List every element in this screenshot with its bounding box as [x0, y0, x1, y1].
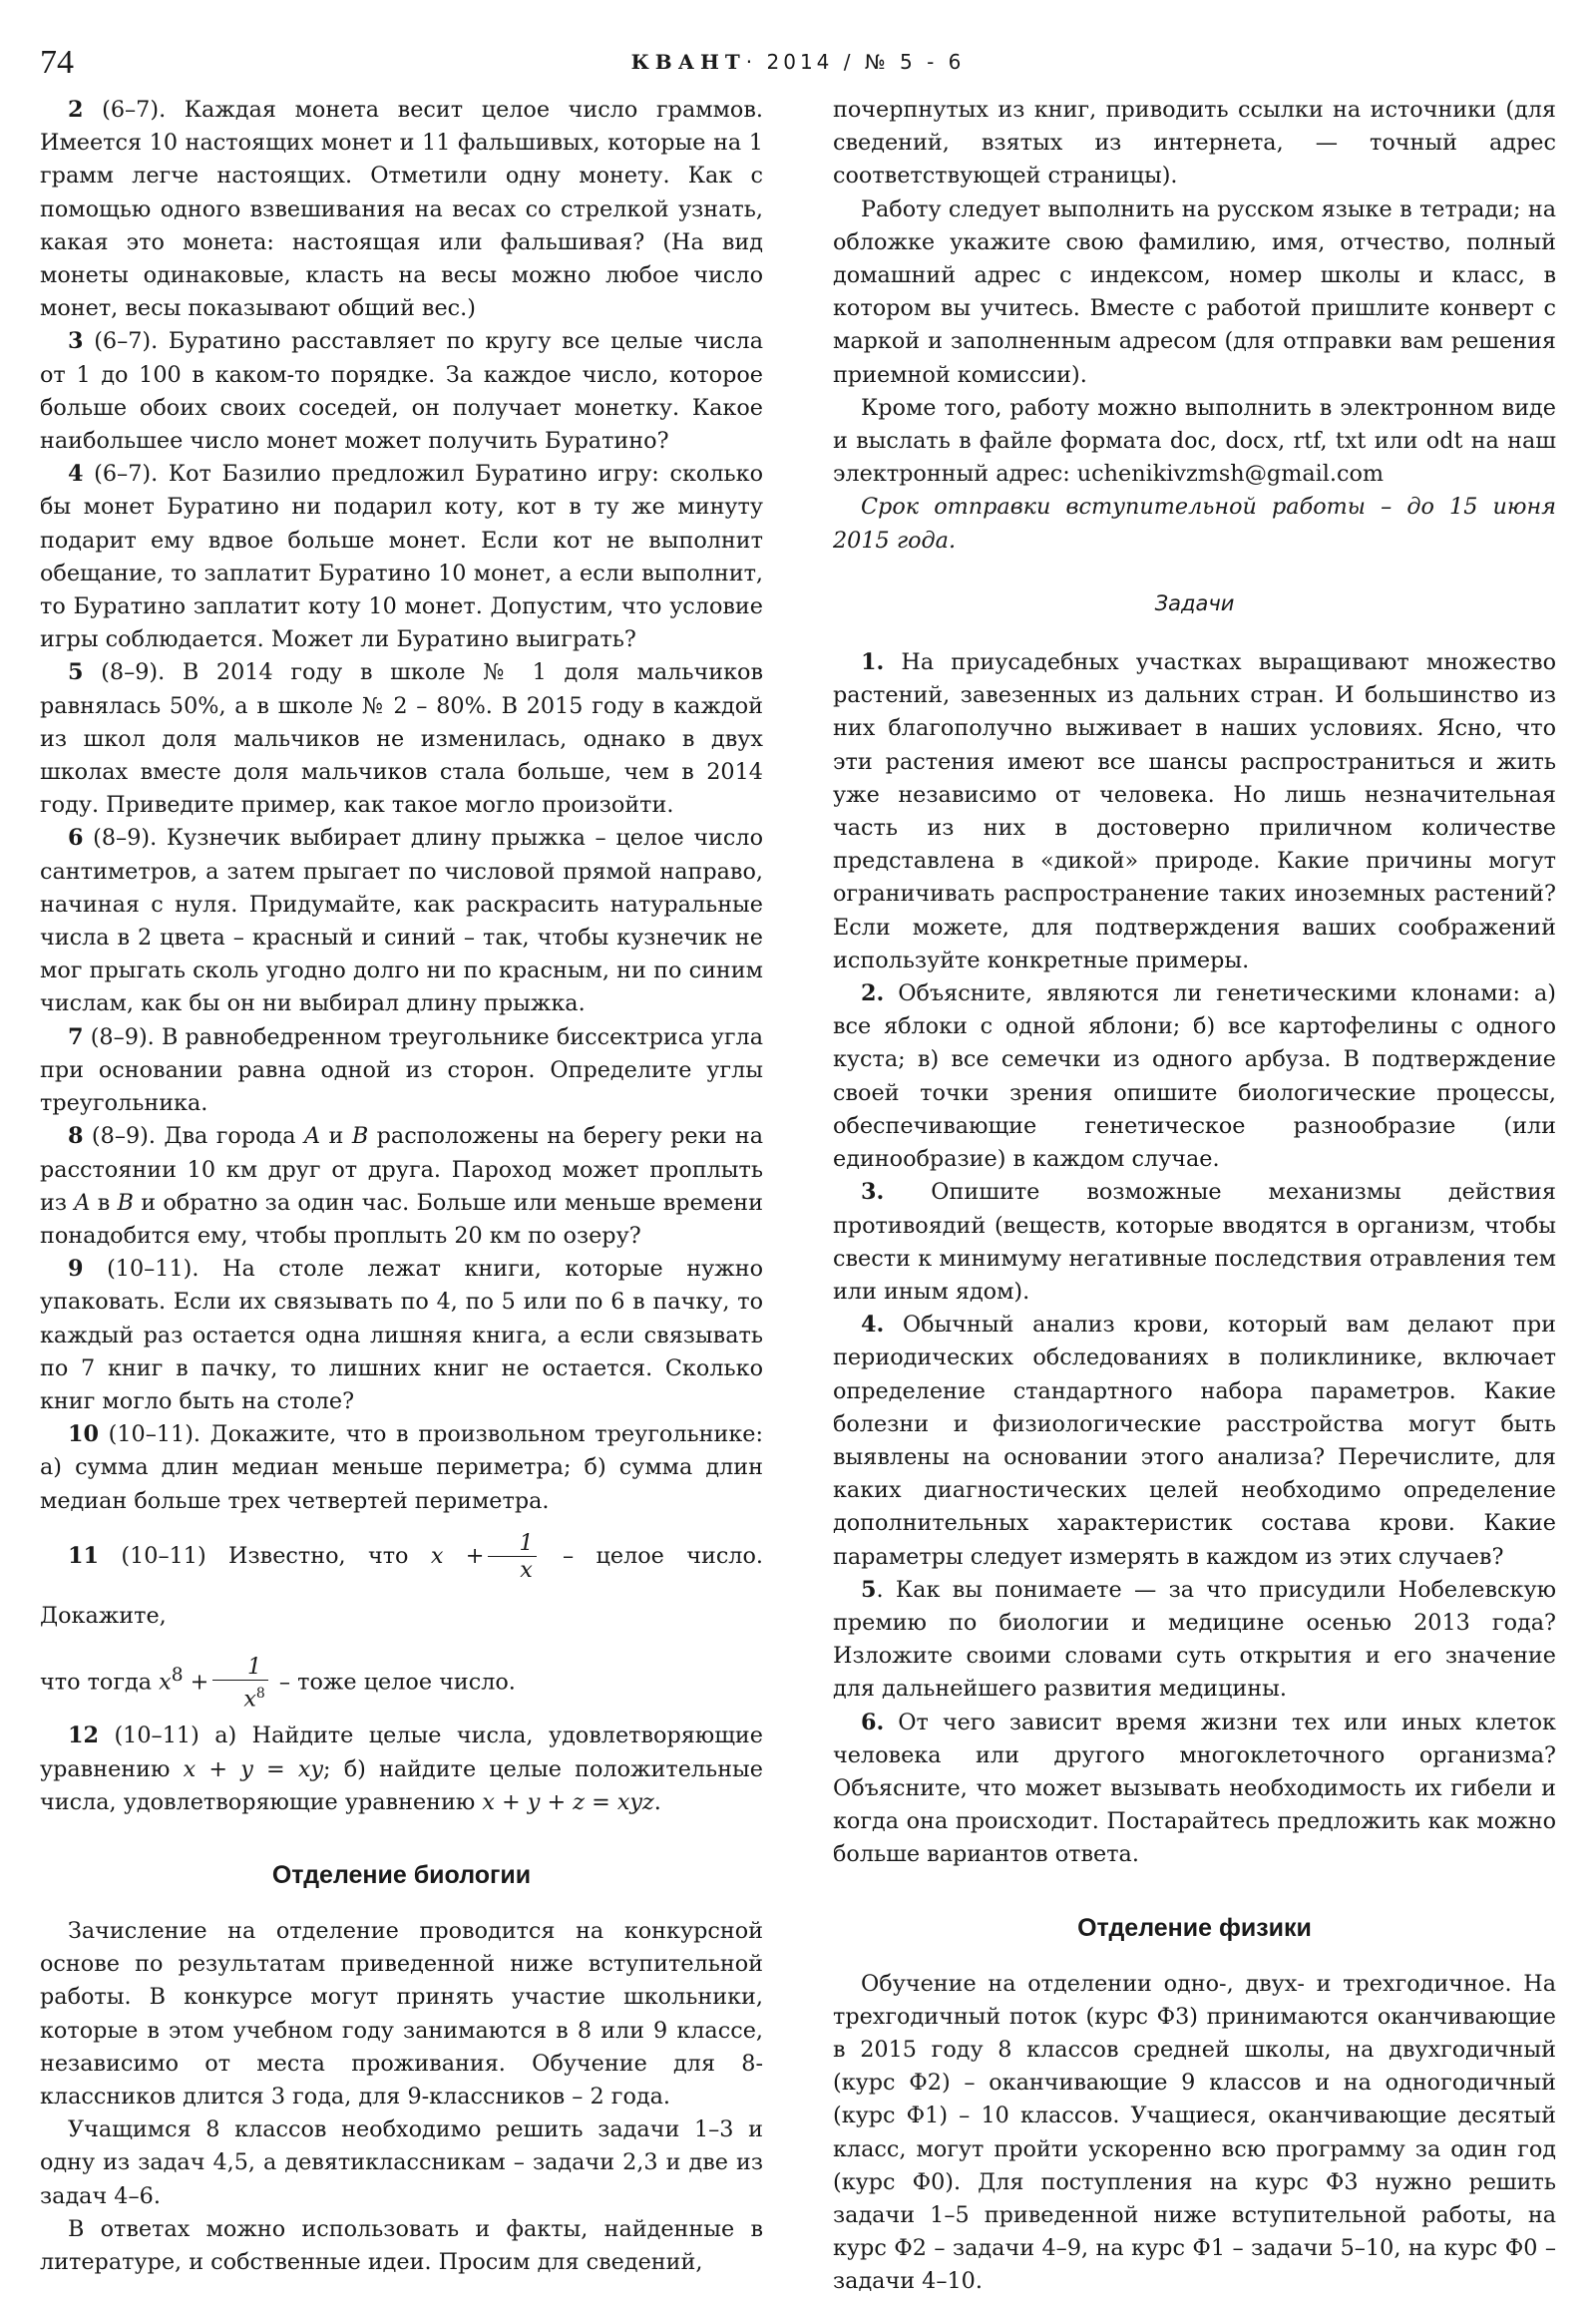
problem-12 — [40, 1720, 763, 1819]
physics-paragraph: Обучение на отделении одно-, двух- и трехгодичное. На трехгодичный поток (курс Ф3) принимаются оканчивающие в 2015 году 8 классов средней школы, на двухгодичный (курс Ф2) – оканчивающие 9 классов и на одногодичный (курс Ф1) – 10 классов. Учащиеся, оканчивающие десятый класс, могут пройти ускоренно всю программу за один год (курс Ф0). Для поступления на курс Ф3 нужно решить задачи 1–5 приведенной ниже вступительной работы, на курс Ф2 – задачи 4–9, на курс Ф1 – задачи 5–10, на курс Ф0 – задачи 4–10. — [833, 1970, 1556, 2295]
problem-10 — [40, 1418, 763, 1518]
task-number: 2. — [861, 980, 885, 1007]
fraction-denominator: x — [520, 1557, 533, 1584]
problem-text: расположены на берегу реки на расстоянии 10 км друг от друга. Пароход может проплыть из — [40, 1123, 763, 1216]
right-column — [833, 94, 1556, 2299]
problem-2 — [40, 94, 763, 325]
problem-text: – тоже целое число. — [271, 1669, 516, 1696]
problem-number: 8 — [68, 1123, 84, 1150]
tasks-subheading: Задачи — [1154, 590, 1235, 615]
bio-task-1 — [833, 646, 1556, 977]
problem-text: (10–11) а) Найдите целые числа, удовлетворяющие уравнению — [40, 1723, 763, 1782]
biology-paragraph: Учащимся 8 классов необходимо решить задачи 1–3 и одну из задач 4,5, а девятиклассникам – задачи 2,3 и две из задач 4–6. — [40, 2116, 763, 2209]
fraction-numerator: 1 — [488, 1530, 536, 1557]
bio-task-5 — [833, 1574, 1556, 1707]
task-text: От чего зависит время жизни тех или иных клеток человека или другого многоклеточного организма? Объясните, что может вызывать необходимость их гибели и когда она происходит. Постарайтесь предложить как можно больше вариантов ответа. — [833, 1709, 1556, 1868]
math-var: B — [117, 1189, 134, 1216]
problem-text: и обратно за один час. Больше или меньше времени понадобится ему, чтобы проплыть 20 км по озеру? — [40, 1189, 763, 1249]
problem-3 — [40, 325, 763, 458]
issue-label: · 2014 / № 5 - 6 — [745, 50, 966, 74]
problem-8 — [40, 1120, 763, 1253]
problem-text: (8–9). Два города — [83, 1123, 304, 1150]
problem-text: и — [320, 1123, 352, 1150]
math-exponent: 8 — [255, 1685, 265, 1702]
problem-text: (6–7). Каждая монета весит целое число граммов. Имеется 10 настоящих монет и 11 фальшивых, которые на 1 грамм легче настоящих. Отметили одну монету. Как с помощью одного взвешивания на весах со стрелкой узнать, какая это монета: настоящая или фальшивая? (На вид монеты одинаковые, класть на весы можно любое число монет, весы показывают общий вес.) — [40, 97, 763, 322]
problem-5 — [40, 656, 763, 822]
problem-text: – целое число. Докажите, — [40, 1542, 763, 1629]
math-var: A — [304, 1123, 321, 1150]
math-equation: x + y = xy — [183, 1755, 324, 1782]
math-var: x — [243, 1686, 256, 1713]
task-number: 6. — [861, 1709, 885, 1735]
problem-6 — [40, 822, 763, 1020]
math-var: B — [351, 1123, 369, 1150]
bio-task-2 — [833, 977, 1556, 1176]
problem-number: 9 — [68, 1256, 84, 1283]
math-var: A — [74, 1189, 91, 1216]
instructions-paragraph: Работу следует выполнить на русском языке в тетради; на обложке укажите свою фамилию, имя, отчество, полный домашний адрес с индексом, номер школы и класс, в котором вы учитесь. Вместе с работой пришлите конверт с маркой и заполненным адресом (для отправки вам решения приемной комиссии). — [833, 195, 1556, 388]
task-text: Обычный анализ крови, который вам делают при периодических обследованиях в поликлинике, включает определение стандартного набора параметров. Какие болезни и физиологические расстройства могут быть выявлены на основании этого анализа? Перечислите, для каких диагностических целей необходимо определение дополнительных характеристик состава крови. Какие параметры следует измерять в каждом из этих случаев? — [833, 1312, 1556, 1570]
problem-text: (10–11) Известно, что — [99, 1542, 431, 1569]
problem-number: 6 — [68, 825, 84, 852]
math-var: x — [159, 1669, 172, 1696]
problem-number: 2 — [68, 97, 84, 123]
bio-task-4 — [833, 1309, 1556, 1574]
problem-text: . — [653, 1788, 661, 1815]
left-column — [40, 94, 763, 2279]
page-header — [40, 40, 1556, 96]
bio-task-6 — [833, 1707, 1556, 1872]
problem-number: 7 — [68, 1023, 84, 1050]
problem-text: (8–9). В 2014 году в школе № 1 доля мальчиков равнялась 50%, а в школе № 2 – 80%. В 2015 году в каждой из школ доля мальчиков не изменилась, однако в двух школах вместе доля мальчиков стала больше, чем в 2014 году. Приведите пример, как такое могло произойти. — [40, 659, 763, 819]
problem-text: (8–9). В равнобедренном треугольнике биссектриса угла при основании равна одной из сторон. Определите углы треугольника. — [40, 1023, 763, 1117]
problem-number: 12 — [68, 1723, 100, 1749]
math-expression: x + — [430, 1542, 485, 1569]
task-text: На приусадебных участках выращивают множество растений, завезенных из дальних стран. И большинство из них благополучно выживает в наших условиях. Ясно, что эти растения имеют все шансы распространиться и жить уже независимо от человека. Но лишь незначительная часть из них в достоверно приличном количестве представлена в «дикой» природе. Какие причины могут ограничивать распространение таких иноземных растений? Если можете, для подтверждения ваших соображений используйте конкретные примеры. — [833, 649, 1556, 973]
fraction-numerator: 1 — [212, 1654, 268, 1681]
email-paragraph: Кроме того, работу можно выполнить в электронном виде и выслать в файле формата doc, docx, rtf, txt или odt на наш электронный адрес: uchenikivzmsh@gmail.com — [833, 394, 1556, 488]
problem-number: 10 — [68, 1421, 100, 1448]
bio-task-3 — [833, 1176, 1556, 1309]
problem-11 — [40, 1526, 763, 1713]
problem-text: (8–9). Кузнечик выбирает длину прыжка – целое число сантиметров, а затем прыгает по числовой прямой направо, начиная с нуля. Придумайте, как раскрасить натуральные числа в 2 цвета – красный и синий – так, чтобы кузнечик не мог прыгать сколь угодно долго ни по красным, ни по синим числам, как бы он ни выбирал длину прыжка. — [40, 825, 763, 1017]
task-text: . Как вы понимаете — за что присудили Нобелевскую премию по биологии и медицине осенью 2013 года? Изложите своими словами суть открытия и его значение для дальнейшего развития медицины. — [833, 1576, 1556, 1703]
fraction — [212, 1654, 268, 1712]
problem-number: 3 — [68, 328, 84, 355]
problem-9 — [40, 1253, 763, 1418]
page-number: 74 — [40, 44, 74, 81]
problem-4 — [40, 458, 763, 656]
fraction-denominator — [212, 1681, 268, 1712]
task-number: 3. — [861, 1179, 885, 1206]
problem-text: (10–11). Докажите, что в произвольном треугольнике: а) сумма длин медиан меньше периметра; б) сумма длин медиан больше трех четвертей периметра. — [40, 1421, 763, 1514]
task-text: Объясните, являются ли генетическими клонами: а) все яблоки с одной яблони; б) все картофелины с одного куста; в) все семечки из одного арбуза. В подтверждение своей точки зрения опишите биологические процессы, обеспечивающие генетическое разнообразие (или единообразие) в каждом случае. — [833, 980, 1556, 1173]
math-exponent: 8 — [171, 1664, 184, 1686]
problem-text: (6–7). Буратино расставляет по кругу все целые числа от 1 до 100 в каком-то порядке. За каждое число, которое больше обоих своих соседей, он получает монетку. Какое наибольшее число монет может получить Буратино? — [40, 328, 763, 455]
section-title-biology: Отделение биологии — [271, 1860, 532, 1889]
task-number: 5 — [861, 1576, 877, 1603]
fraction — [488, 1530, 536, 1583]
problem-7 — [40, 1021, 763, 1121]
task-number: 4. — [861, 1312, 885, 1339]
running-head — [40, 50, 1556, 74]
problem-text: (6–7). Кот Базилио предложил Буратино игру: сколько бы монет Буратино ни подарил коту, кот в ту же минуту подарит ему вдвое больше монет. Если кот не выполнит обещание, то заплатит Буратино 10 монет, а если выполнит, то Буратино заплатит коту 10 монет. Допустим, что условие игры соблюдается. Может ли Буратино выиграть? — [40, 461, 763, 653]
math-equation: x + y + z = xyz — [482, 1788, 654, 1815]
problem-text: в — [90, 1189, 118, 1216]
deadline-note: Срок отправки вступительной работы – до 15 июня 2015 года. — [833, 494, 1556, 554]
continued-paragraph: почерпнутых из книг, приводить ссылки на источники (для сведений, взятых из интернета, — точный адрес соответствующей страницы). — [833, 97, 1556, 190]
magazine-title: КВАНТ — [630, 50, 746, 74]
biology-paragraph: Зачисление на отделение проводится на конкурсной основе по результатам приведенной ниже вступительной работы. В конкурсе могут принять участие школьники, которые в этом учебном году занимаются в 8 или 9 классе, независимо от места проживания. Обучение для 8-классников длится 3 года, для 9-классников – 2 года. — [40, 1917, 763, 2109]
problem-text: что тогда — [40, 1669, 160, 1696]
problem-text: (10–11). На столе лежат книги, которые нужно упаковать. Если их связывать по 4, по 5 или по 6 в пачку, то каждый раз остается одна лишняя книга, а если связывать по 7 книг в пачку, то лишних книг не остается. Сколько книг могло быть на столе? — [40, 1256, 763, 1414]
task-number: 1. — [861, 649, 885, 676]
task-text: Опишите возможные механизмы действия противоядий (веществ, которые вводятся в организм, чтобы свести к минимуму негативные последствия отравления тем или иным ядом). — [833, 1179, 1556, 1305]
problem-number: 5 — [68, 659, 84, 686]
biology-paragraph: В ответах можно использовать и факты, найденные в литературе, и собственные идеи. Просим для сведений, — [40, 2215, 763, 2275]
problem-number: 11 — [68, 1542, 100, 1569]
math-operator: + — [183, 1669, 209, 1696]
problem-text: ; б) найдите целые положительные числа, удовлетворяющие уравнению — [40, 1755, 764, 1815]
section-title-physics: Отделение физики — [1077, 1913, 1312, 1942]
problem-number: 4 — [68, 461, 84, 488]
